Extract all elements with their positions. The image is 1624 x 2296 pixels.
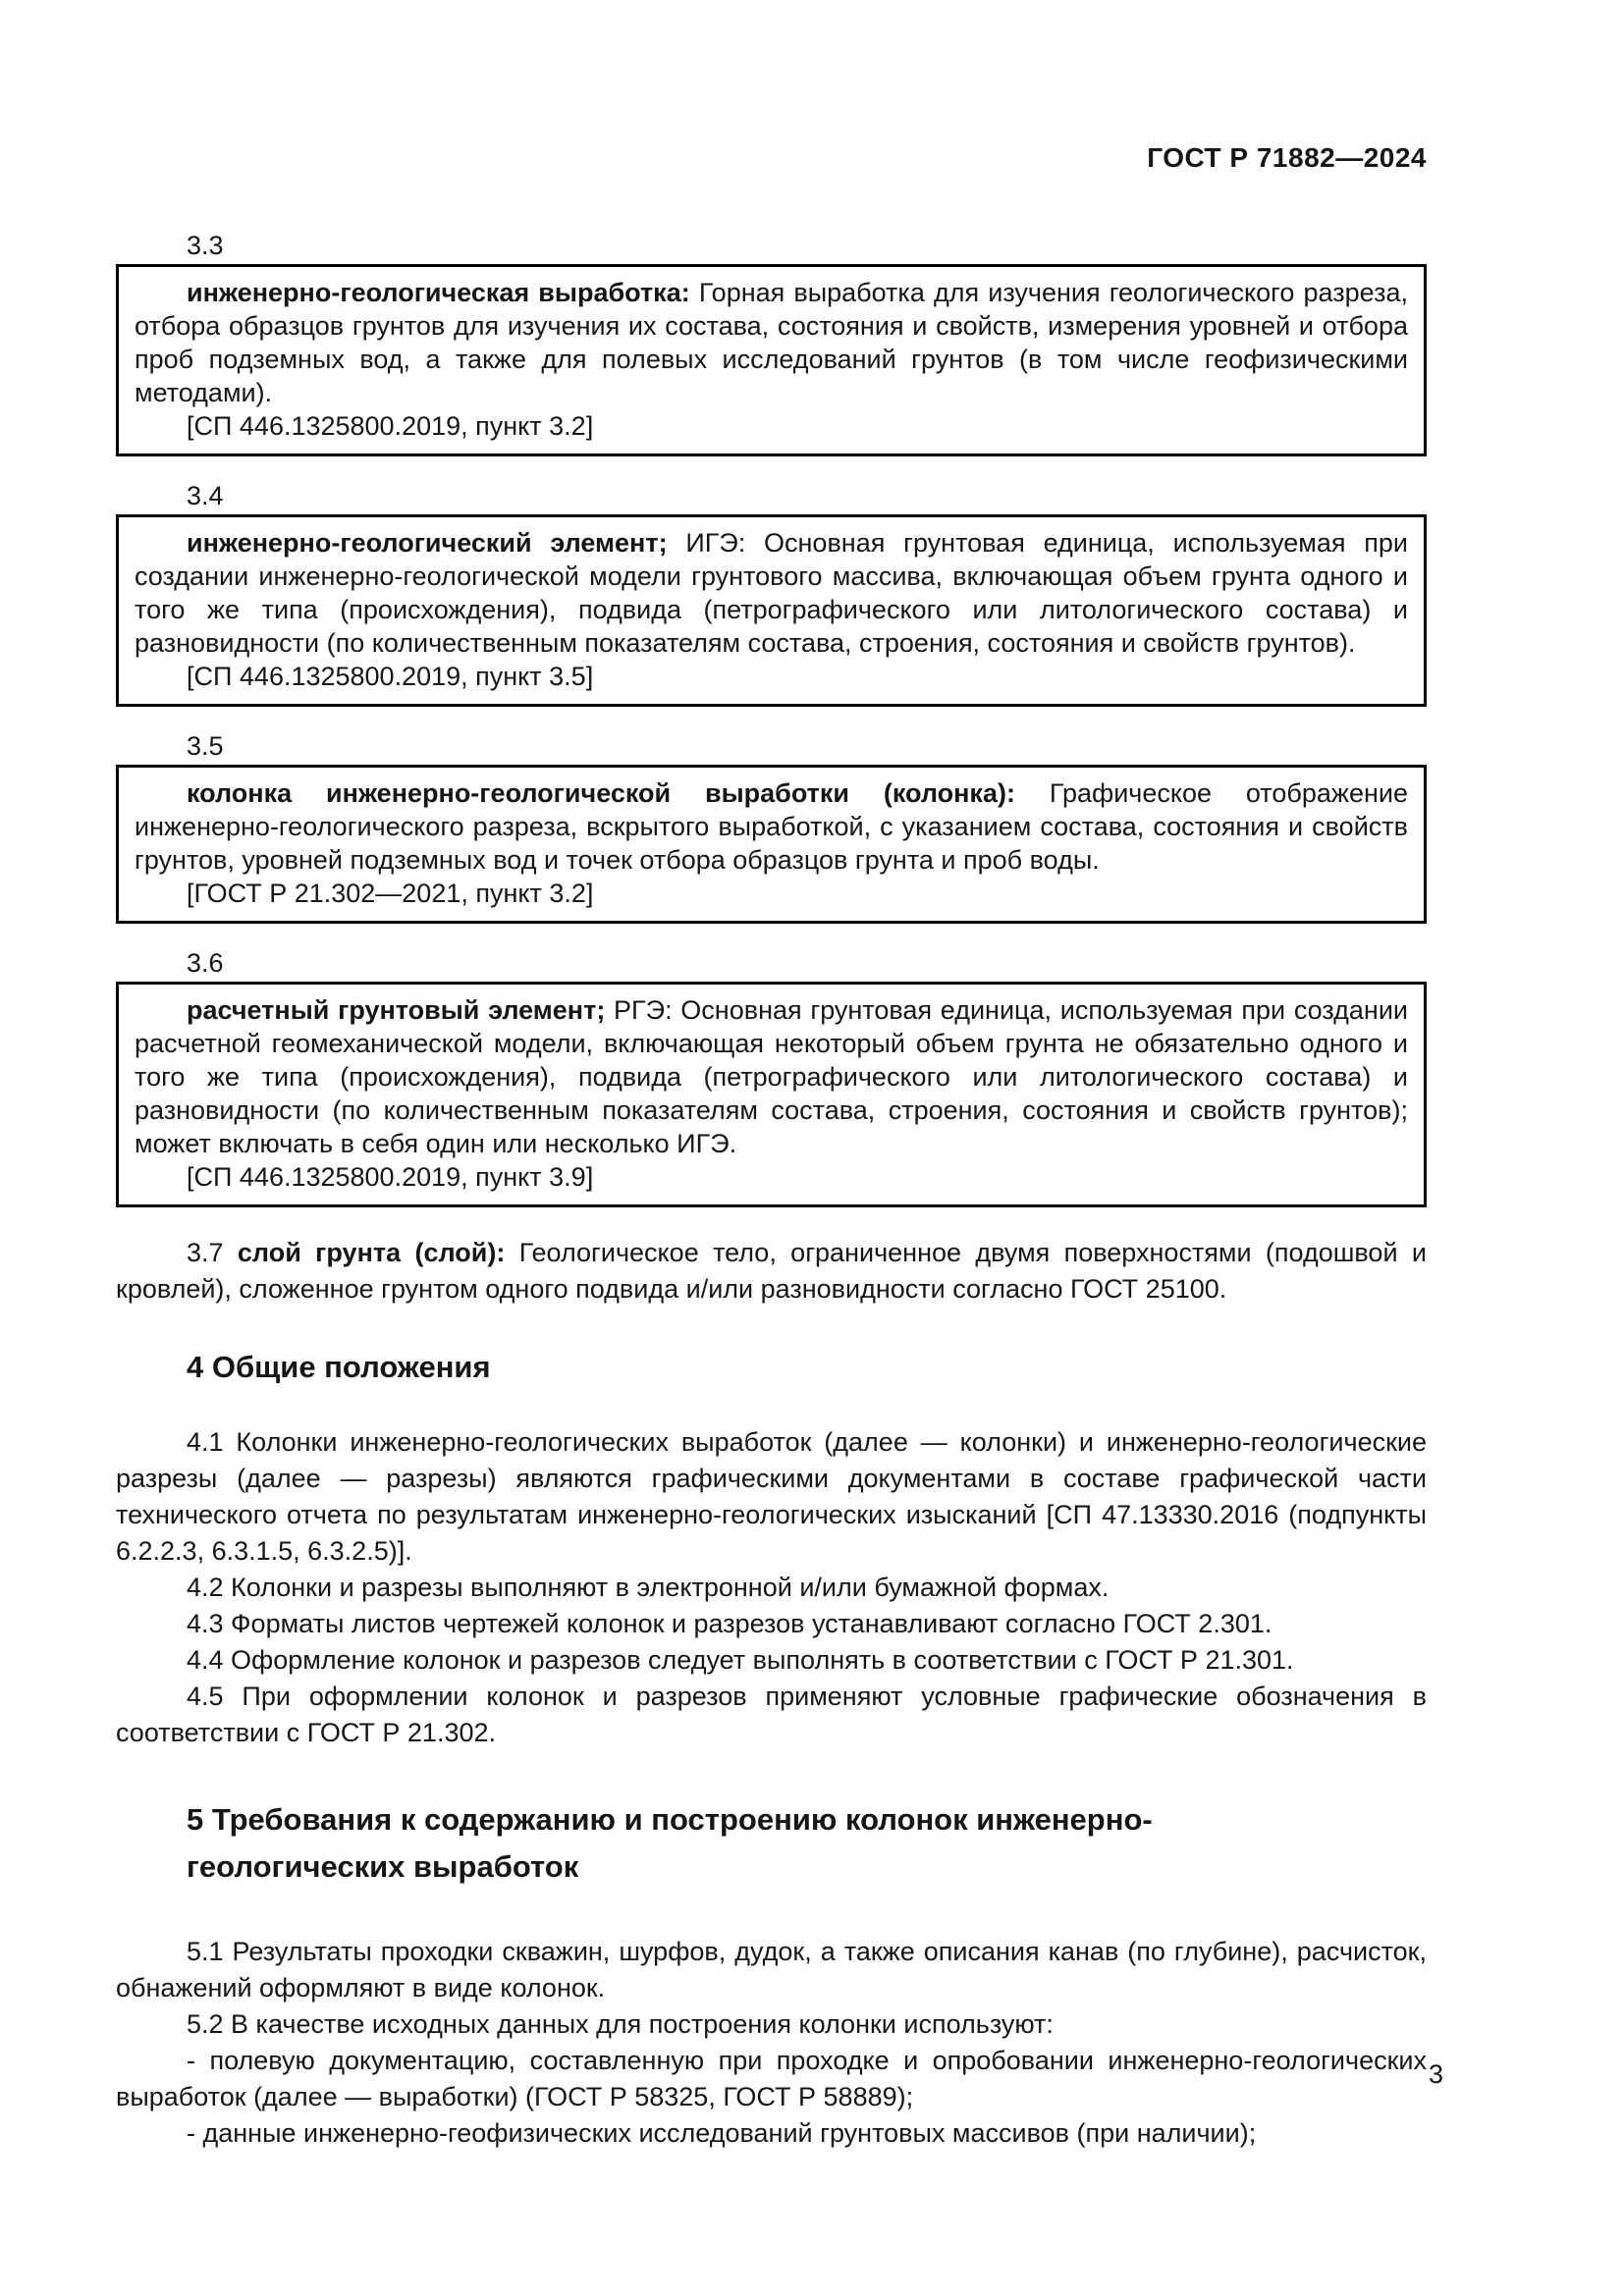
paragraph-4-5: 4.5 При оформлении колонок и разрезов применяют условные графические обозначения в соответствии с ГОСТ Р 21.302. <box>116 1682 1427 1747</box>
term-source-reference: [ГОСТ Р 21.302—2021, пункт 3.2] <box>187 879 594 908</box>
term-number: 3.5 <box>187 731 224 761</box>
term-definition-text: Горная выработка для изучения геологического разреза, отбора образцов грунтов для изучения их состава, состояния и свойств, измерения уровней и отбора проб подземных вод, а также для полевых исследований грунтов (в том числе геофизическими методами). <box>135 278 1408 407</box>
doc-code-header: ГОСТ Р 71882—2024 <box>1147 142 1427 173</box>
term-block-3-6 <box>116 949 1427 1207</box>
page-content <box>116 0 1427 2152</box>
term-title: расчетный грунтовый элемент; <box>187 995 606 1025</box>
term-number: 3.3 <box>187 231 224 260</box>
list-item: - полевую документацию, составленную при проходке и опробовании инженерно-геологических выработок (далее — выработки) (ГОСТ Р 58325, ГОСТ Р 58889); <box>116 2046 1427 2111</box>
term-number: 3.7 <box>187 1238 224 1267</box>
term-definition-box <box>116 514 1427 707</box>
term-definition-text: РГЭ: Основная грунтовая единица, используемая при создании расчетной геомеханической модели, включающая некоторый объем грунта не обязательно одного и того же типа (происхождения), подвида (петрографического или литологического состава) и разновидности (по количественным показателям состава, строения, состояния и свойств грунтов); может включать в себя один или несколько ИГЭ. <box>135 995 1408 1158</box>
paragraph-4-4: 4.4 Оформление колонок и разрезов следует выполнять в соответствии с ГОСТ Р 21.301. <box>187 1645 1294 1675</box>
term-definition-box <box>116 264 1427 456</box>
term-block-3-3 <box>116 232 1427 456</box>
term-definition-box <box>116 982 1427 1207</box>
list-item: - данные инженерно-геофизических исследований грунтовых массивов (при наличии); <box>187 2118 1257 2148</box>
term-number: 3.4 <box>187 481 224 510</box>
paragraph-4-2: 4.2 Колонки и разрезы выполняют в электронной и/или бумажной формах. <box>187 1573 1110 1602</box>
section-5-heading: 5 Требования к содержанию и построению колонок инженерно-геологических выработок <box>187 1802 1153 1884</box>
term-definition-text: Геологическое тело, ограниченное двумя поверхностями (подошвой и кровлей), сложенное грунтом одного подвида и/или разновидности согласно ГОСТ 25100. <box>116 1238 1427 1304</box>
paragraph-5-1: 5.1 Результаты проходки скважин, шурфов, дудок, а также описания канав (по глубине), расчисток, обнажений оформляют в виде колонок. <box>116 1937 1427 2002</box>
term-source-reference: [СП 446.1325800.2019, пункт 3.9] <box>187 1162 594 1192</box>
term-block-3-5 <box>116 732 1427 924</box>
page-number: 3 <box>1428 2059 1443 2089</box>
term-title: инженерно-геологическая выработка: <box>187 278 690 307</box>
term-definition-paragraph <box>135 993 1408 1160</box>
term-definition-paragraph <box>135 776 1408 877</box>
term-definition-text: ИГЭ: Основная грунтовая единица, используемая при создании инженерно-геологической модели грунтового массива, включающая объем грунта одного и того же типа (происхождения), подвида (петрографического или литологического состава) и разновидности (по количественным показателям состава, строения, состояния и свойств грунтов). <box>135 528 1408 658</box>
paragraph-4-3: 4.3 Форматы листов чертежей колонок и разрезов устанавливают согласно ГОСТ 2.301. <box>187 1609 1272 1638</box>
term-title: слой грунта (слой): <box>237 1238 506 1267</box>
term-block-3-4 <box>116 482 1427 707</box>
term-source-reference: [СП 446.1325800.2019, пункт 3.2] <box>187 411 594 441</box>
term-definition-box <box>116 765 1427 924</box>
term-definition-text: Графическое отображение инженерно-геологического разреза, вскрытого выработкой, с указанием состава, состояния и свойств грунтов, уровней подземных вод и точек отбора образцов грунта и проб воды. <box>135 778 1408 875</box>
paragraph-5-2: 5.2 В качестве исходных данных для построения колонки используют: <box>187 2009 1054 2039</box>
paragraph-4-1: 4.1 Колонки инженерно-геологических выработок (далее — колонки) и инженерно-геологические разрезы (далее — разрезы) являются графическими документами в составе графической части технического отчета по результатам инженерно-геологических изысканий [СП 47.13330.2016 (подпункты 6.2.2.3, 6.3.1.5, 6.3.2.5)]. <box>116 1427 1427 1566</box>
section-4-heading: 4 Общие положения <box>187 1350 491 1384</box>
term-title: инженерно-геологический элемент; <box>187 528 668 558</box>
term-definition-paragraph <box>135 276 1408 409</box>
term-definition-paragraph <box>135 526 1408 660</box>
term-paragraph-3-7 <box>116 1235 1427 1308</box>
term-source-reference: [СП 446.1325800.2019, пункт 3.5] <box>187 662 594 691</box>
term-title: колонка инженерно-геологической выработки (колонка): <box>187 778 1015 808</box>
term-number: 3.6 <box>187 948 224 978</box>
